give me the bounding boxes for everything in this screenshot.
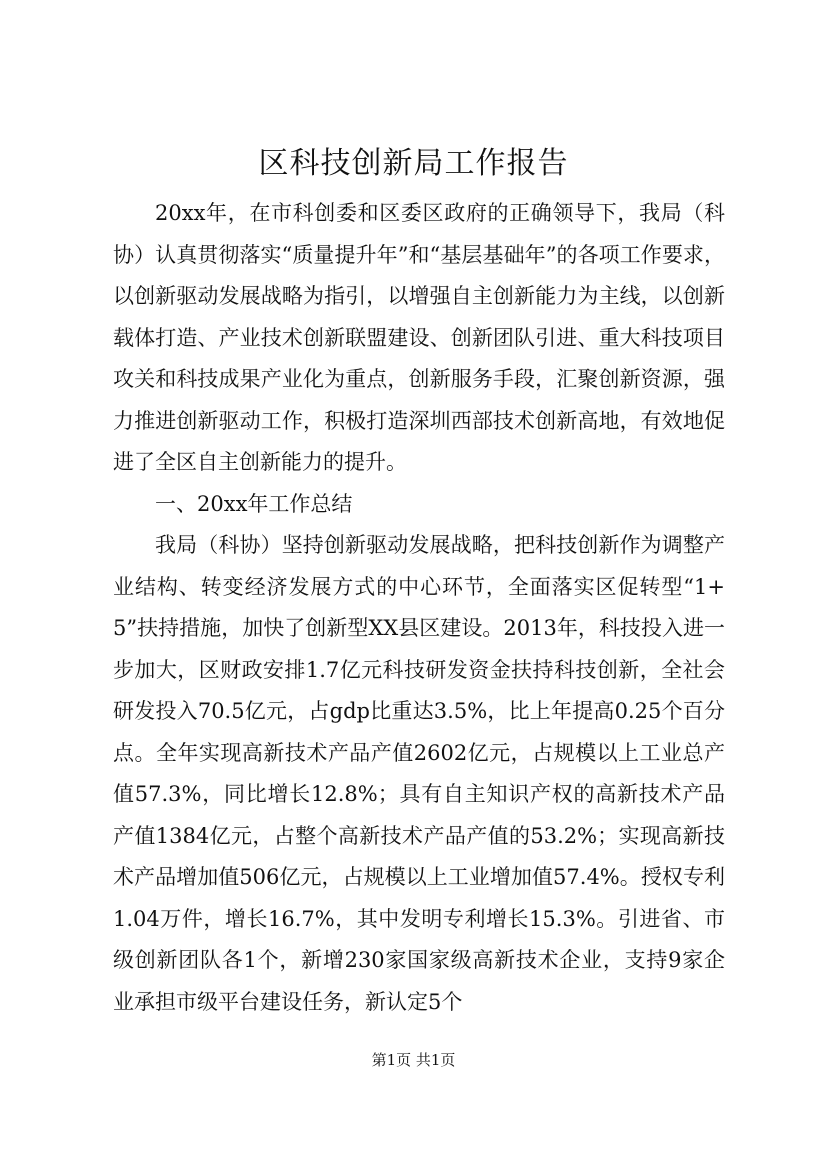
document-body: [113, 193, 725, 1023]
section-paragraph: 我局（科协）坚持创新驱动发展战略，把科技创新作为调整产业结构、转变经济发展方式的中心环节，全面落实区促转型“1+5”扶持措施，加快了创新型XX县区建设。2013年，科技投入进一步加大，区财政安排1.7亿元科技研发资金扶持科技创新，全社会研发投入70.5亿元，占gdp比重达3.5%，比上年提高0.25个百分点。全年实现高新技术产品产值2602亿元，占规模以上工业总产值57.3%，同比增长12.8%；具有自主知识产权的高新技术产品产值1384亿元，占整个高新技术产品产值的53.2%；实现高新技术产品增加值506亿元，占规模以上工业增加值57.4%。授权专利1.04万件，增长16.7%，其中发明专利增长15.3%。引进省、市级创新团队各1个，新增230家国家级高新技术企业，支持9家企业承担市级平台建设任务，新认定5个: [113, 533, 725, 1014]
page-footer: 第1页 共1页: [371, 1051, 456, 1069]
document-title: 区科技创新局工作报告: [258, 146, 569, 181]
intro-paragraph: 20xx年，在市科创委和区委区政府的正确领导下，我局（科协）认真贯彻落实“质量提升年”和“基层基础年”的各项工作要求，以创新驱动发展战略为指引，以增强自主创新能力为主线，以创新载体打造、产业技术创新联盟建设、创新团队引进、重大科技项目攻关和科技成果产业化为重点，创新服务手段，汇聚创新资源，强力推进创新驱动工作，积极打造深圳西部技术创新高地，有效地促进了全区自主创新能力的提升。: [113, 201, 725, 474]
section-heading: 一、20xx年工作总结: [155, 491, 353, 516]
